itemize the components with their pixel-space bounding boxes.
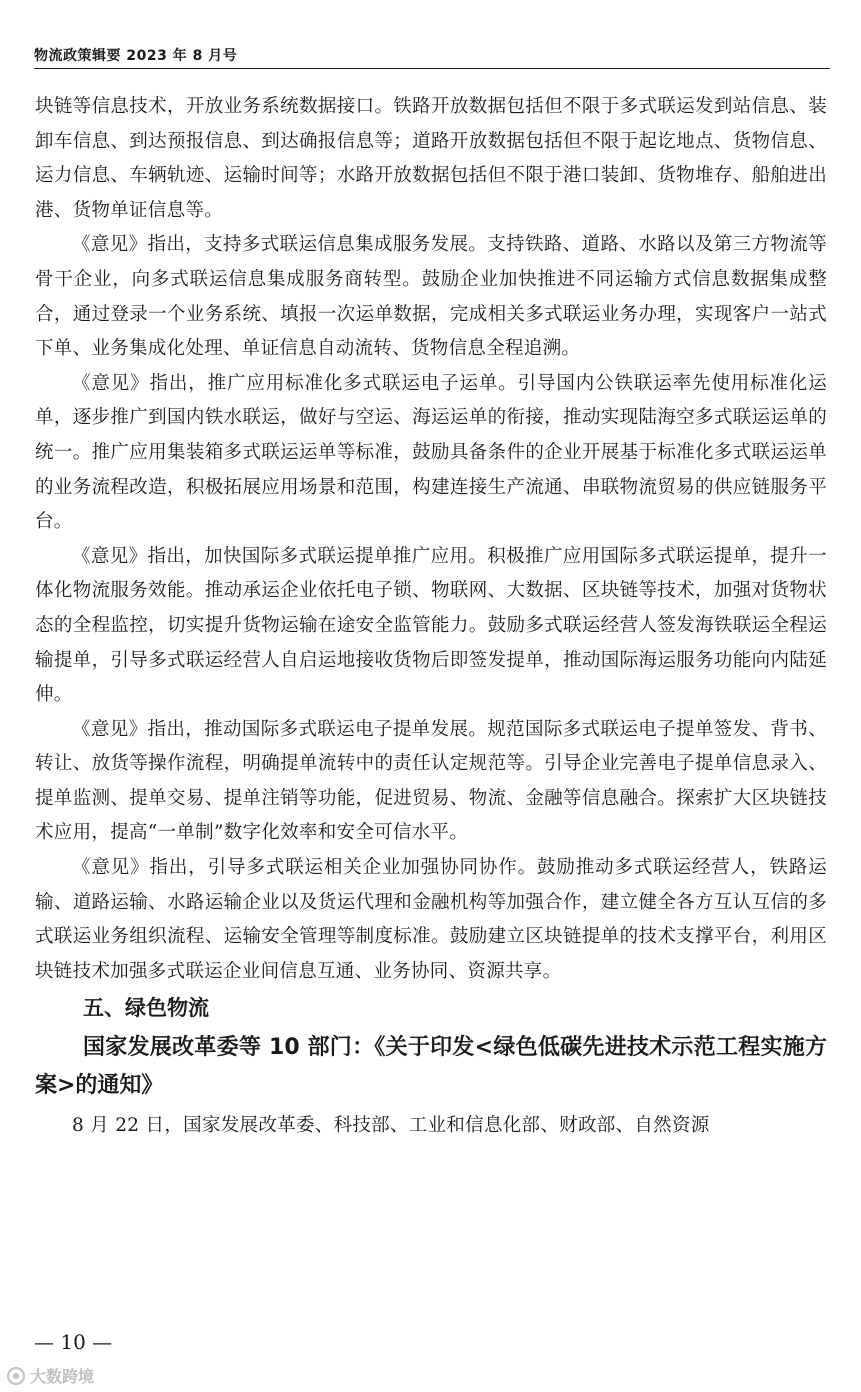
- document-title: 国家发展改革委等 10 部门：《关于印发<绿色低碳先进技术示范工程实施方案>的通知》: [35, 1035, 827, 1099]
- watermark-text: 大数跨境: [30, 1367, 95, 1386]
- paragraph-3: 《意见》指出，推广应用标准化多式联运电子运单。引导国内公铁联运率先使用标准化运单，逐步推广到国内铁水联运，做好与空运、海运运单的衔接，推动实现陆海空多式联运运单的统一。推广应用集装箱多式联运运单等标准，鼓励具备条件的企业开展基于标准化多式联运运单的业务流程改造，积极拓展应用场景和范围，构建连接生产流通、串联物流贸易的供应链服务平台。: [35, 372, 827, 533]
- header-title: 物流政策辑要 2023 年 8 月号: [34, 48, 238, 64]
- paragraph-2: 《意见》指出，支持多式联运信息集成服务发展。支持铁路、道路、水路以及第三方物流等骨干企业，向多式联运信息集成服务商转型。鼓励企业加快推进不同运输方式信息数据集成整合，通过登录一个业务系统、填报一次运单数据，完成相关多式联运业务办理，实现客户一站式下单、业务集成化处理、单证信息自动流转、货物信息全程追溯。: [35, 234, 827, 360]
- page-number: — 10 —: [34, 1330, 113, 1354]
- article-body: [35, 90, 827, 1144]
- section-heading: 五、绿色物流: [83, 996, 209, 1021]
- watermark-logo-icon: [6, 1366, 26, 1386]
- paragraph-7: 8 月 22 日，国家发展改革委、科技部、工业和信息化部、财政部、自然资源: [72, 1115, 710, 1137]
- watermark: [6, 1364, 94, 1387]
- paragraph-1: 块链等信息技术，开放业务系统数据接口。铁路开放数据包括但不限于多式联运发到站信息、装卸车信息、到达预报信息、到达确报信息等；道路开放数据包括但不限于起讫地点、货物信息、运力信息、车辆轨迹、运输时间等；水路开放数据包括但不限于港口装卸、货物堆存、船舶进出港、货物单证信息等。: [35, 96, 827, 221]
- paragraph-5: 《意见》指出，推动国际多式联运电子提单发展。规范国际多式联运电子提单签发、背书、转让、放货等操作流程，明确提单流转中的责任认定规范等。引导企业完善电子提单信息录入、提单监测、提单交易、提单注销等功能，促进贸易、物流、金融等信息融合。探索扩大区块链技术应用，提高“一单制”数字化效率和安全可信水平。: [35, 718, 827, 844]
- paragraph-6: 《意见》指出，引导多式联运相关企业加强协同协作。鼓励推动多式联运经营人，铁路运输、道路运输、水路运输企业以及货运代理和金融机构等加强合作，建立健全各方互认互信的多式联运业务组织流程、运输安全管理等制度标准。鼓励建立区块链提单的技术支撑平台，利用区块链技术加强多式联运企业间信息互通、业务协同、资源共享。: [35, 857, 827, 982]
- paragraph-4: 《意见》指出，加快国际多式联运提单推广应用。积极推广应用国际多式联运提单，提升一体化物流服务效能。推动承运企业依托电子锁、物联网、大数据、区块链等技术，加强对货物状态的全程监控，切实提升货物运输在途安全监管能力。鼓励多式联运经营人签发海铁联运全程运输提单，引导多式联运经营人自启运地接收货物后即签发提单，推动国际海运服务功能向内陆延伸。: [35, 545, 827, 706]
- running-header: [34, 44, 830, 69]
